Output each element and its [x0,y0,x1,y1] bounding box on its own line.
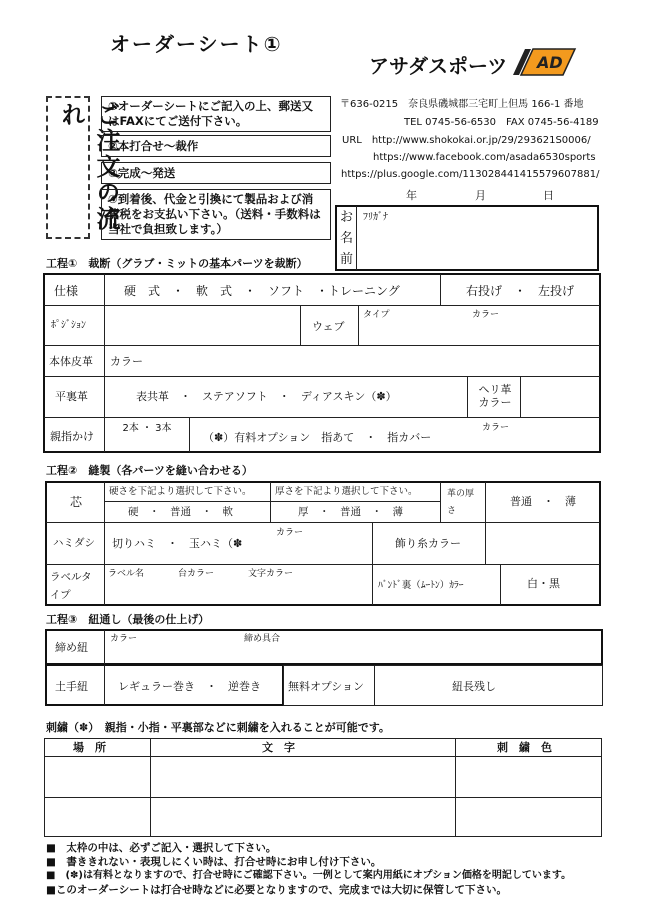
leather-thickness-options[interactable]: 普通 ・ 薄 [510,495,576,508]
edge-label: 土手紐 [55,680,88,693]
shop-name: アサダスポーツ [369,54,508,78]
palm-label: 平裏革 [55,390,88,403]
process2-heading: 工程② 縫製（各パーツを縫い合わせる） [46,464,253,477]
lace-label: 締め紐 [55,641,88,654]
name-label-2: 名 [340,231,354,246]
lace-color-label: カラー [110,634,138,644]
embroidery-col-text: 文 字 [262,741,295,754]
process3-heading: 工程③ 紐通し（最後の仕上げ） [46,613,210,626]
thumb-count[interactable]: 2本 ・ 3本 [122,423,172,434]
thickness-note: 厚さを下記より選択して下さい。 [275,486,418,497]
thumb-label: 親指かけ [50,430,94,443]
spec-options[interactable]: 硬 式 ・ 軟 式 ・ ソフト ・トレーニング [124,284,400,298]
core-label: 芯 [70,495,83,509]
thickness-options[interactable]: 厚 ・ 普通 ・ 薄 [298,506,403,518]
heri-label: ヘリ革カラー [478,383,512,409]
note-1: ■ 太枠の中は、必ずご記入・選択して下さい。 [46,842,277,854]
note-2: ■ 書ききれない・表現しにくい時は、打合せ時にお申し付け下さい。 [46,856,382,868]
band-color-label: ﾊﾞﾝﾄﾞ裏（ﾑｰﾄﾝ）ｶﾗｰ [378,580,464,591]
note-3: ■ (✽)は有料となりますので、打合せ時にご確認下さい。一例として案内用紙にオプション価格を明記しています。 [46,870,572,881]
date-year: 年 [406,189,417,202]
flow-step-1: ①オーダーシートにご記入の上、郵送又はFAXにてご送付下さい。 [101,96,331,132]
url-google: https://plus.google.com/113028441415579607881/ [341,169,600,180]
throw-options[interactable]: 右投げ ・ 左投げ [466,284,575,298]
date-month: 月 [475,189,486,202]
flow-step-3: ③完成～発送 [101,162,331,184]
address: 〒636-0215 奈良県磯城郡三宅町上但馬 166-1 番地 [340,99,584,110]
flow-step-4: ④到着後、代金と引換にて製品および消費税をお支払い下さい。（送料・手数料は当社で負担致します。） [101,189,331,240]
thumb-color-label: カラー [482,423,510,433]
name-label-3: 前 [340,252,354,267]
position-label: ﾎﾟｼﾞｼｮﾝ [51,320,86,331]
flow-heading-box [46,96,120,239]
flow-heading: ご注文の流れ [57,102,120,232]
hardness-note: 硬さを下記より選択して下さい。 [109,486,252,497]
url-facebook: https://www.facebook.com/asada6530sports [373,152,596,163]
hamidashi-label: ハミダシ [53,537,95,549]
label-char-color: 文字カラー [248,569,294,579]
body-label: 本体皮革 [49,355,93,368]
page-title: オーダーシート① [110,32,283,56]
band-options[interactable]: 白・黒 [527,577,560,590]
lace-tight-label: 締め具合 [244,634,281,644]
web-type-label: タイプ [363,310,390,320]
hamidashi-color-label: カラー [276,528,304,538]
leather-thickness-label: 革の厚さ [447,489,475,516]
url-shokokai: URL http://www.shokokai.or.jp/29/293621S0006/ [342,135,591,146]
date-day: 日 [543,189,554,202]
decor-thread-label: 飾り糸カラー [395,537,461,550]
flow-step-2: ②本打合せ～裁作 [101,135,331,157]
lace-long-option[interactable]: 紐長残し [452,680,496,693]
label-name: ラベル名 [108,569,145,579]
web-label: ウェブ [312,320,345,333]
body-color-label: カラー [110,355,143,368]
note-4: ■このオーダーシートは打合せ時などに必要となりますので、完成までは大切に保管して下さい。 [46,884,507,896]
free-option-label: 無料オプション [288,680,365,693]
label-base-color: 台カラー [178,569,215,579]
hamidashi-options[interactable]: 切りハミ ・ 玉ハミ（✽ [112,537,243,550]
embroidery-heading: 刺繍（✽） 親指・小指・平裏部などに刺繍を入れることが可能です。 [46,721,390,734]
process1-heading: 工程① 裁断（グラブ・ミットの基本パーツを裁断） [46,257,308,270]
hardness-options[interactable]: 硬 ・ 普通 ・ 軟 [128,506,233,518]
label-type-label: ラベルタイプ [50,571,92,601]
tel-fax: TEL 0745-56-6530 FAX 0745-56-4189 [404,117,599,128]
edge-options[interactable]: レギュラー巻き ・ 逆巻き [118,680,261,693]
thumb-option[interactable]: （✽）有料オプション 指あて ・ 指カバー [203,431,432,444]
embroidery-col-place: 場 所 [73,741,106,754]
spec-label: 仕様 [54,284,79,298]
embroidery-col-color: 刺 繍 色 [497,741,552,754]
furigana-label: ﾌﾘｶﾞﾅ [363,212,388,223]
name-label-1: お [340,210,354,225]
palm-options[interactable]: 表共革 ・ ステアソフト ・ ディアスキン（✽） [136,390,397,403]
shop-logo: AD [513,47,577,77]
web-color-label: カラー [472,310,500,320]
